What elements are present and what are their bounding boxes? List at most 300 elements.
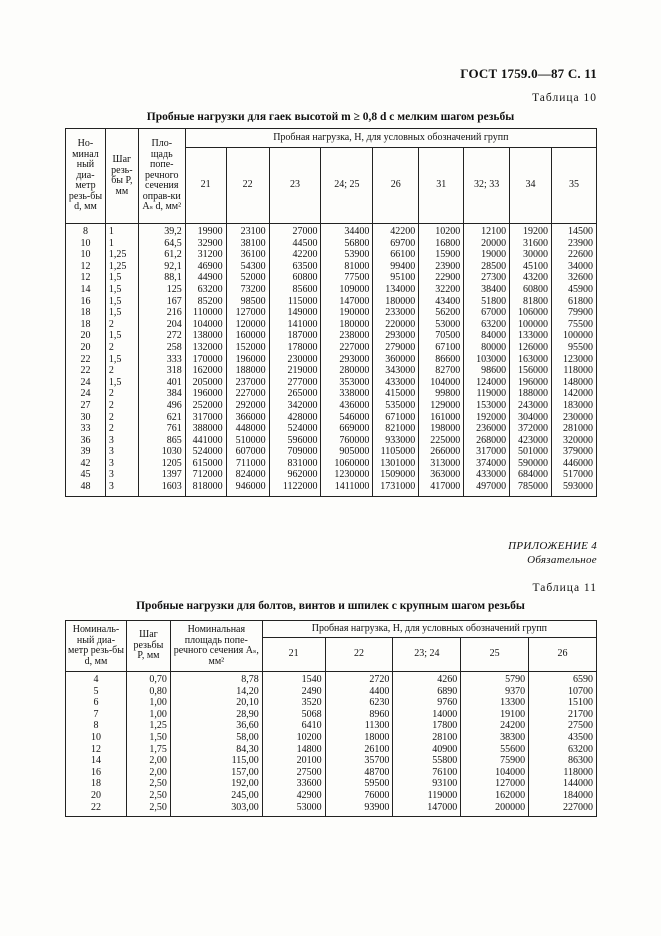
table10-title: Пробные нагрузки для гаек высотой m ≥ 0,8 d с мелким шагом резьбы	[146, 111, 515, 123]
table-cell: 497000	[464, 482, 510, 496]
table-cell: 448000	[226, 424, 269, 436]
table-cell: 2	[105, 343, 138, 355]
table-cell: 343000	[373, 366, 419, 378]
table-cell: 317000	[464, 447, 510, 459]
table-cell: 204	[138, 320, 185, 332]
table-cell: 76100	[393, 768, 461, 780]
table-cell: 148000	[552, 378, 597, 390]
table-cell: 43200	[510, 273, 552, 285]
table-cell: 76000	[325, 791, 393, 803]
table-cell: 42200	[269, 250, 321, 262]
table-cell: 124000	[464, 378, 510, 390]
table-cell: 401	[138, 378, 185, 390]
table-cell: 1,75	[126, 745, 170, 757]
table-cell: 63500	[269, 262, 321, 274]
table-cell: 6410	[262, 721, 325, 733]
table-cell: 1,5	[105, 378, 138, 390]
table-cell: 66100	[373, 250, 419, 262]
table-cell: 363000	[419, 470, 464, 482]
table-cell: 2,00	[126, 756, 170, 768]
table-cell: 77500	[321, 273, 373, 285]
table-cell: 379000	[552, 447, 597, 459]
table-cell: 280000	[321, 366, 373, 378]
table-row	[66, 320, 597, 332]
table-cell: 441000	[185, 436, 226, 448]
table-cell: 110000	[185, 308, 226, 320]
table-cell: 615000	[185, 459, 226, 471]
table-cell: 31200	[185, 250, 226, 262]
table10-group-header: 21	[185, 148, 226, 224]
table-cell: 86600	[419, 355, 464, 367]
appendix-subtitle: Обязательное	[527, 554, 597, 566]
table-cell: 157,00	[170, 768, 262, 780]
table-row	[66, 224, 597, 239]
table-cell: 946000	[226, 482, 269, 496]
table-row	[66, 273, 597, 285]
table-cell: 19200	[510, 224, 552, 239]
table-cell: 524000	[269, 424, 321, 436]
table-cell: 16	[66, 297, 106, 309]
table-cell: 81800	[510, 297, 552, 309]
table-cell: 5068	[262, 710, 325, 722]
table-cell: 9760	[393, 698, 461, 710]
table-cell: 38400	[464, 285, 510, 297]
table-cell: 180000	[373, 297, 419, 309]
table-cell: 127000	[461, 779, 529, 791]
table-row	[66, 791, 597, 803]
table-cell: 6890	[393, 687, 461, 699]
table-cell: 8	[66, 721, 127, 733]
table-cell: 56800	[321, 239, 373, 251]
table-cell: 63200	[529, 745, 597, 757]
table-cell: 196000	[510, 378, 552, 390]
table-cell: 119000	[393, 791, 461, 803]
table-cell: 2,50	[126, 791, 170, 803]
table-row	[66, 250, 597, 262]
table-cell: 58,00	[170, 733, 262, 745]
table-cell: 446000	[552, 459, 597, 471]
table-cell: 501000	[510, 447, 552, 459]
table-cell: 510000	[226, 436, 269, 448]
table-cell: 52000	[226, 273, 269, 285]
table-cell: 53900	[321, 250, 373, 262]
table-cell: 1030	[138, 447, 185, 459]
table-cell: 115,00	[170, 756, 262, 768]
table-cell: 230000	[269, 355, 321, 367]
table-cell: 227000	[529, 803, 597, 817]
table-cell: 115000	[269, 297, 321, 309]
table-row	[66, 424, 597, 436]
table-cell: 30	[66, 413, 106, 425]
table-cell: 1	[105, 239, 138, 251]
table-cell: 42	[66, 459, 106, 471]
table-cell: 238000	[321, 331, 373, 343]
table-cell: 12	[66, 273, 106, 285]
table-cell: 180000	[321, 320, 373, 332]
table-cell: 40900	[393, 745, 461, 757]
table-cell: 2,00	[126, 768, 170, 780]
table-cell: 126000	[510, 343, 552, 355]
table-cell: 12	[66, 262, 106, 274]
table-cell: 1230000	[321, 470, 373, 482]
table-cell: 31600	[510, 239, 552, 251]
table-cell: 81000	[321, 262, 373, 274]
table-cell: 48700	[325, 768, 393, 780]
table-cell: 2	[105, 320, 138, 332]
table-cell: 20	[66, 331, 106, 343]
table-cell: 59500	[325, 779, 393, 791]
table-cell: 133000	[510, 331, 552, 343]
table-cell: 436000	[321, 401, 373, 413]
table-row	[66, 389, 597, 401]
table-cell: 593000	[552, 482, 597, 496]
table-cell: 163000	[510, 355, 552, 367]
table-cell: 19000	[464, 250, 510, 262]
table-cell: 100000	[552, 331, 597, 343]
table-cell: 590000	[510, 459, 552, 471]
table-cell: 10	[66, 239, 106, 251]
table-cell: 227000	[321, 343, 373, 355]
table10-group-header: 22	[226, 148, 269, 224]
table-cell: 44500	[269, 239, 321, 251]
table-cell: 2490	[262, 687, 325, 699]
table-cell: 216	[138, 308, 185, 320]
table-cell: 621	[138, 413, 185, 425]
table-row	[66, 733, 597, 745]
table-cell: 3	[105, 482, 138, 496]
table-cell: 18	[66, 320, 106, 332]
table-cell: 293000	[321, 355, 373, 367]
table-cell: 162000	[185, 366, 226, 378]
table-row	[66, 401, 597, 413]
table11-header-group: Пробная нагрузка, Н, для условных обозначений групп	[262, 621, 596, 638]
table-cell: 1411000	[321, 482, 373, 496]
table-cell: 2,50	[126, 803, 170, 817]
table-cell: 18000	[325, 733, 393, 745]
table-cell: 42900	[262, 791, 325, 803]
table-cell: 10200	[419, 224, 464, 239]
table-cell: 54300	[226, 262, 269, 274]
table10-header-pitch: Шаг резь-бы P, мм	[105, 129, 138, 224]
table-cell: 196000	[185, 389, 226, 401]
table-cell: 12	[66, 745, 127, 757]
table-row	[66, 413, 597, 425]
table-cell: 8	[66, 224, 106, 239]
table-cell: 266000	[419, 447, 464, 459]
table-cell: 353000	[321, 378, 373, 390]
table-cell: 34400	[321, 224, 373, 239]
table-cell: 14	[66, 285, 106, 297]
table-cell: 1,25	[105, 250, 138, 262]
table11-header-pitch: Шаг резьбы P, мм	[126, 621, 170, 672]
table-cell: 1,5	[105, 285, 138, 297]
table-cell: 120000	[226, 320, 269, 332]
table-cell: 10	[66, 250, 106, 262]
table-cell: 149000	[269, 308, 321, 320]
document-code: ГОСТ 1759.0—87 С. 11	[460, 66, 597, 81]
table-cell: 43500	[529, 733, 597, 745]
table-cell: 712000	[185, 470, 226, 482]
table-cell: 24200	[461, 721, 529, 733]
table-cell: 99800	[419, 389, 464, 401]
table-cell: 2	[105, 424, 138, 436]
table-row	[66, 803, 597, 817]
table-cell: 2	[105, 413, 138, 425]
table-cell: 46900	[185, 262, 226, 274]
table-cell: 67000	[464, 308, 510, 320]
table-cell: 245,00	[170, 791, 262, 803]
table-cell: 6	[66, 698, 127, 710]
table-cell: 22	[66, 355, 106, 367]
table-cell: 3	[105, 470, 138, 482]
table-cell: 22	[66, 803, 127, 817]
table-cell: 15900	[419, 250, 464, 262]
appendix-title: ПРИЛОЖЕНИЕ 4	[508, 540, 597, 552]
table-cell: 119000	[464, 389, 510, 401]
table-cell: 7	[66, 710, 127, 722]
table-row	[66, 308, 597, 320]
table-cell: 11300	[325, 721, 393, 733]
table-cell: 42200	[373, 224, 419, 239]
table-cell: 824000	[226, 470, 269, 482]
table-cell: 230000	[552, 413, 597, 425]
table-cell: 417000	[419, 482, 464, 496]
table-cell: 14,20	[170, 687, 262, 699]
table-cell: 134000	[373, 285, 419, 297]
table-cell: 98600	[464, 366, 510, 378]
table-cell: 1105000	[373, 447, 419, 459]
table-cell: 61800	[552, 297, 597, 309]
table-cell: 366000	[226, 413, 269, 425]
table-cell: 32600	[552, 273, 597, 285]
table-row	[66, 378, 597, 390]
table-cell: 55600	[461, 745, 529, 757]
table-cell: 2720	[325, 672, 393, 687]
table-cell: 156000	[510, 366, 552, 378]
table-cell: 317000	[185, 413, 226, 425]
table-cell: 167	[138, 297, 185, 309]
table11-group-header: 21	[262, 638, 325, 672]
table-cell: 709000	[269, 447, 321, 459]
table-cell: 761	[138, 424, 185, 436]
table-cell: 4400	[325, 687, 393, 699]
table-cell: 27300	[464, 273, 510, 285]
table-cell: 292000	[226, 401, 269, 413]
table-cell: 104000	[461, 768, 529, 780]
table11-header-diameter: Номиналь-ный диа-метр резь-бы d, мм	[66, 621, 127, 672]
table-cell: 1,00	[126, 710, 170, 722]
table-cell: 14800	[262, 745, 325, 757]
table-cell: 1,5	[105, 355, 138, 367]
table-cell: 220000	[373, 320, 419, 332]
table-cell: 69700	[373, 239, 419, 251]
table-cell: 36,60	[170, 721, 262, 733]
table-cell: 669000	[321, 424, 373, 436]
table-cell: 2	[105, 389, 138, 401]
table-cell: 20100	[262, 756, 325, 768]
table-cell: 104000	[185, 320, 226, 332]
table-cell: 125	[138, 285, 185, 297]
table-cell: 161000	[419, 413, 464, 425]
table-cell: 27500	[262, 768, 325, 780]
table11-group-header: 26	[529, 638, 597, 672]
table10-group-header: 34	[510, 148, 552, 224]
table-cell: 760000	[321, 436, 373, 448]
table-cell: 2	[105, 366, 138, 378]
table-cell: 3520	[262, 698, 325, 710]
table-cell: 93100	[393, 779, 461, 791]
table-cell: 10	[66, 733, 127, 745]
table10-group-header: 23	[269, 148, 321, 224]
table-cell: 304000	[510, 413, 552, 425]
table-cell: 56200	[419, 308, 464, 320]
table-cell: 1060000	[321, 459, 373, 471]
table-cell: 123000	[552, 355, 597, 367]
table-row	[66, 262, 597, 274]
table-cell: 388000	[185, 424, 226, 436]
table-cell: 152000	[226, 343, 269, 355]
table-cell: 2	[105, 401, 138, 413]
table-cell: 184000	[529, 791, 597, 803]
table11	[65, 620, 597, 817]
table-cell: 63200	[464, 320, 510, 332]
table-cell: 372000	[510, 424, 552, 436]
table-cell: 233000	[373, 308, 419, 320]
table-cell: 183000	[552, 401, 597, 413]
table-cell: 27000	[269, 224, 321, 239]
table-cell: 865	[138, 436, 185, 448]
table-cell: 1,25	[126, 721, 170, 733]
table-cell: 258	[138, 343, 185, 355]
table-cell: 433000	[464, 470, 510, 482]
table-cell: 3	[105, 447, 138, 459]
table-cell: 22900	[419, 273, 464, 285]
table-cell: 423000	[510, 436, 552, 448]
table-cell: 8960	[325, 710, 393, 722]
table-cell: 14000	[393, 710, 461, 722]
table-cell: 4260	[393, 672, 461, 687]
table11-group-header: 22	[325, 638, 393, 672]
table-cell: 187000	[269, 331, 321, 343]
table-cell: 433000	[373, 378, 419, 390]
table-cell: 45900	[552, 285, 597, 297]
table-cell: 5	[66, 687, 127, 699]
table-cell: 517000	[552, 470, 597, 482]
table-row	[66, 436, 597, 448]
table-cell: 384	[138, 389, 185, 401]
table-cell: 16800	[419, 239, 464, 251]
table-cell: 32900	[185, 239, 226, 251]
table-cell: 53000	[262, 803, 325, 817]
table-cell: 596000	[269, 436, 321, 448]
table-cell: 496	[138, 401, 185, 413]
table-cell: 106000	[510, 308, 552, 320]
table-cell: 225000	[419, 436, 464, 448]
table10-header-diameter: Но-минал ный диа-метр резь-бы d, мм	[66, 129, 106, 224]
table-cell: 192,00	[170, 779, 262, 791]
table-cell: 147000	[393, 803, 461, 817]
table-cell: 79900	[552, 308, 597, 320]
table-cell: 45100	[510, 262, 552, 274]
table-cell: 39,2	[138, 224, 185, 239]
table-cell: 1,25	[105, 262, 138, 274]
table-cell: 1540	[262, 672, 325, 687]
table-cell: 118000	[552, 366, 597, 378]
table-cell: 60800	[510, 285, 552, 297]
table-cell: 92,1	[138, 262, 185, 274]
table-cell: 75900	[461, 756, 529, 768]
table-cell: 338000	[321, 389, 373, 401]
table-cell: 61,2	[138, 250, 185, 262]
table-cell: 227000	[226, 389, 269, 401]
table-cell: 36100	[226, 250, 269, 262]
table-row	[66, 239, 597, 251]
table-cell: 147000	[321, 297, 373, 309]
table-cell: 24	[66, 389, 106, 401]
table-cell: 35700	[325, 756, 393, 768]
table-cell: 4	[66, 672, 127, 687]
table-cell: 818000	[185, 482, 226, 496]
table-cell: 20	[66, 791, 127, 803]
table-cell: 205000	[185, 378, 226, 390]
table-cell: 320000	[552, 436, 597, 448]
table-row	[66, 355, 597, 367]
table-cell: 3	[105, 459, 138, 471]
table-cell: 178000	[269, 343, 321, 355]
table-cell: 14500	[552, 224, 597, 239]
table-cell: 198000	[419, 424, 464, 436]
table-cell: 962000	[269, 470, 321, 482]
table-cell: 23900	[419, 262, 464, 274]
table-cell: 39	[66, 447, 106, 459]
table-cell: 44900	[185, 273, 226, 285]
table-cell: 333	[138, 355, 185, 367]
table-cell: 252000	[185, 401, 226, 413]
table-cell: 20,10	[170, 698, 262, 710]
table-cell: 100000	[510, 320, 552, 332]
table-cell: 16	[66, 768, 127, 780]
table-cell: 95500	[552, 343, 597, 355]
table-cell: 33	[66, 424, 106, 436]
table-cell: 142000	[552, 389, 597, 401]
table-cell: 219000	[269, 366, 321, 378]
table-cell: 48	[66, 482, 106, 496]
table-cell: 1,5	[105, 273, 138, 285]
table10-group-header: 32; 33	[464, 148, 510, 224]
table-cell: 428000	[269, 413, 321, 425]
table-cell: 20	[66, 343, 106, 355]
table-row	[66, 285, 597, 297]
table-cell: 38300	[461, 733, 529, 745]
table-cell: 0,70	[126, 672, 170, 687]
table-cell: 75500	[552, 320, 597, 332]
table11-number: Таблица 11	[532, 582, 597, 594]
table-cell: 138000	[185, 331, 226, 343]
table-cell: 51800	[464, 297, 510, 309]
table-cell: 684000	[510, 470, 552, 482]
table11-group-header: 23; 24	[393, 638, 461, 672]
table-cell: 3	[105, 436, 138, 448]
table-cell: 82700	[419, 366, 464, 378]
table-cell: 98500	[226, 297, 269, 309]
table-cell: 70500	[419, 331, 464, 343]
table-cell: 236000	[464, 424, 510, 436]
table-cell: 1,50	[126, 733, 170, 745]
table10	[65, 128, 597, 497]
table-cell: 933000	[373, 436, 419, 448]
table-row	[66, 447, 597, 459]
table-cell: 23900	[552, 239, 597, 251]
